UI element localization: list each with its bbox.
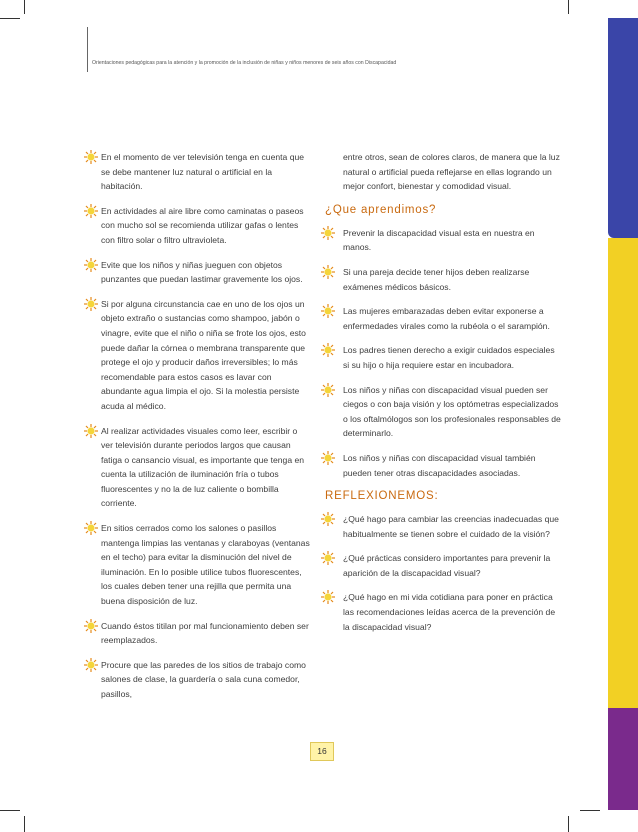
item-text: En actividades al aire libre como caminatas o paseos con mucho sol se recomienda utilizar gafas o lentes con filtro solar o filtro ultravioleta. xyxy=(101,205,304,245)
page-number: 16 xyxy=(310,742,334,761)
list-item xyxy=(86,521,311,609)
color-strip-yellow xyxy=(608,238,638,708)
item-text: entre otros, sean de colores claros, de manera que la luz natural o artificial pueda reflejarse en ellas logrando un mejor confort, bienestar y comodidad visual. xyxy=(343,152,560,192)
item-text: ¿Qué prácticas considero importantes para prevenir la aparición de la discapacidad visual? xyxy=(343,553,551,578)
sun-bullet-icon xyxy=(84,150,98,164)
item-text: ¿Qué hago en mi vida cotidiana para poner en práctica las recomendaciones leídas acerca de la prevención de la discapacidad visual? xyxy=(343,592,556,632)
item-text: Cuando éstos titilan por mal funcionamiento deben ser reemplazados. xyxy=(101,620,309,646)
sun-bullet-icon xyxy=(84,204,98,218)
sun-bullet-icon xyxy=(84,258,98,272)
sun-bullet-icon xyxy=(321,512,335,526)
item-text: En el momento de ver televisión tenga en cuenta que se debe mantener luz natural o artificial en la habitación. xyxy=(101,152,305,192)
list-item xyxy=(86,658,311,702)
sun-bullet-icon xyxy=(321,265,335,279)
item-text: Si por alguna circunstancia cae en uno de los ojos un objeto extraño o sustancias como shampoo, jabón o vinagre, evite que el niño o niña se frote los ojos, esto puede dañar la córnea o membrana transparente que protege el ojo y producir daños irreversibles; lo más recomendable para estos casos es lavar con abundante agua limpia el ojo. Si la molestia persiste acuda al médico. xyxy=(101,298,306,411)
list-item xyxy=(323,551,563,580)
crop-mark xyxy=(0,18,20,19)
sun-bullet-icon xyxy=(84,658,98,672)
item-text: Los niños y niñas con discapacidad visual también pueden tener otras discapacidades asociadas. xyxy=(343,452,536,478)
section-heading-learned: ¿Que aprendimos? xyxy=(325,203,437,216)
list-item xyxy=(86,424,311,512)
crop-mark xyxy=(24,816,25,832)
list-item xyxy=(323,343,563,372)
item-text: ¿Qué hago para cambiar las creencias inadecuadas que habitualmente se tienen sobre el cuidado de la visión? xyxy=(343,514,559,539)
sun-bullet-icon xyxy=(84,424,98,438)
list-item xyxy=(86,297,311,414)
sun-bullet-icon xyxy=(321,383,335,397)
item-text: Evite que los niños y niñas jueguen con objetos punzantes que puedan lastimar gravemente los ojos. xyxy=(101,259,303,285)
list-item xyxy=(323,590,563,634)
sun-bullet-icon xyxy=(321,590,335,604)
item-text: Al realizar actividades visuales como leer, escribir o ver televisión durante periodos largos que causan fatiga o cansancio visual, es importante que tenga en cuenta la utilización de iluminación fría o tubos fluorescentes y no la de luz caliente o bombilla corriente. xyxy=(101,425,305,509)
list-item xyxy=(323,226,563,255)
list-item xyxy=(323,512,563,541)
crop-mark xyxy=(568,0,569,14)
item-text: Si una pareja decide tener hijos deben realizarse exámenes médicos básicos. xyxy=(343,266,530,292)
sun-bullet-icon xyxy=(321,226,335,240)
item-text: En sitios cerrados como los salones o pasillos mantenga limpias las ventanas y claraboyas (ventanas en el techo) para evitar la disminución del nivel de iluminación. En lo posible utilice tubos fluorescentes, los cuales deben tener una rejilla que permita una buena disposición de luz. xyxy=(101,523,310,607)
section-heading-reflect: REFLEXIONEMOS: xyxy=(325,490,439,503)
sun-bullet-icon xyxy=(321,451,335,465)
sun-bullet-icon xyxy=(321,551,335,565)
left-column xyxy=(86,150,311,712)
list-item xyxy=(323,383,563,441)
list-item xyxy=(86,258,311,287)
header-rule xyxy=(87,27,88,72)
crop-mark xyxy=(0,810,20,811)
right-column xyxy=(323,150,563,644)
list-item xyxy=(86,150,311,194)
color-strip-purple xyxy=(608,708,638,810)
item-text: Procure que las paredes de los sitios de trabajo como salones de clase, la guardería o sala cuna comedor, pasillos, xyxy=(101,659,306,699)
running-header: Orientaciones pedagógicas para la atención y la promoción de la inclusión de niñas y niños menores de seis años con Discapacidad xyxy=(92,60,397,66)
crop-mark xyxy=(24,0,25,14)
item-text: Las mujeres embarazadas deben evitar exponerse a enfermedades virales como la rubéola o el sarampión. xyxy=(343,306,550,331)
sun-bullet-icon xyxy=(321,343,335,357)
list-item xyxy=(86,204,311,248)
color-strip-blue xyxy=(608,18,638,238)
continuation-text xyxy=(323,150,563,194)
list-item xyxy=(323,451,563,480)
crop-mark xyxy=(580,810,600,811)
item-text: Los padres tienen derecho a exigir cuidados especiales si su hijo o hija requiere estar en incubadora. xyxy=(343,345,555,370)
sun-bullet-icon xyxy=(84,297,98,311)
sun-bullet-icon xyxy=(84,521,98,535)
list-item xyxy=(323,265,563,294)
list-item xyxy=(323,304,563,333)
item-text: Los niños y niñas con discapacidad visual pueden ser ciegos o con baja visión y los optómetras especializados o los oftalmólogos son los profesionales responsables de determinarlo. xyxy=(343,384,561,439)
list-item xyxy=(86,619,311,648)
sun-bullet-icon xyxy=(321,304,335,318)
crop-mark xyxy=(568,816,569,832)
sun-bullet-icon xyxy=(84,619,98,633)
item-text: Prevenir la discapacidad visual esta en nuestra en manos. xyxy=(343,227,535,253)
